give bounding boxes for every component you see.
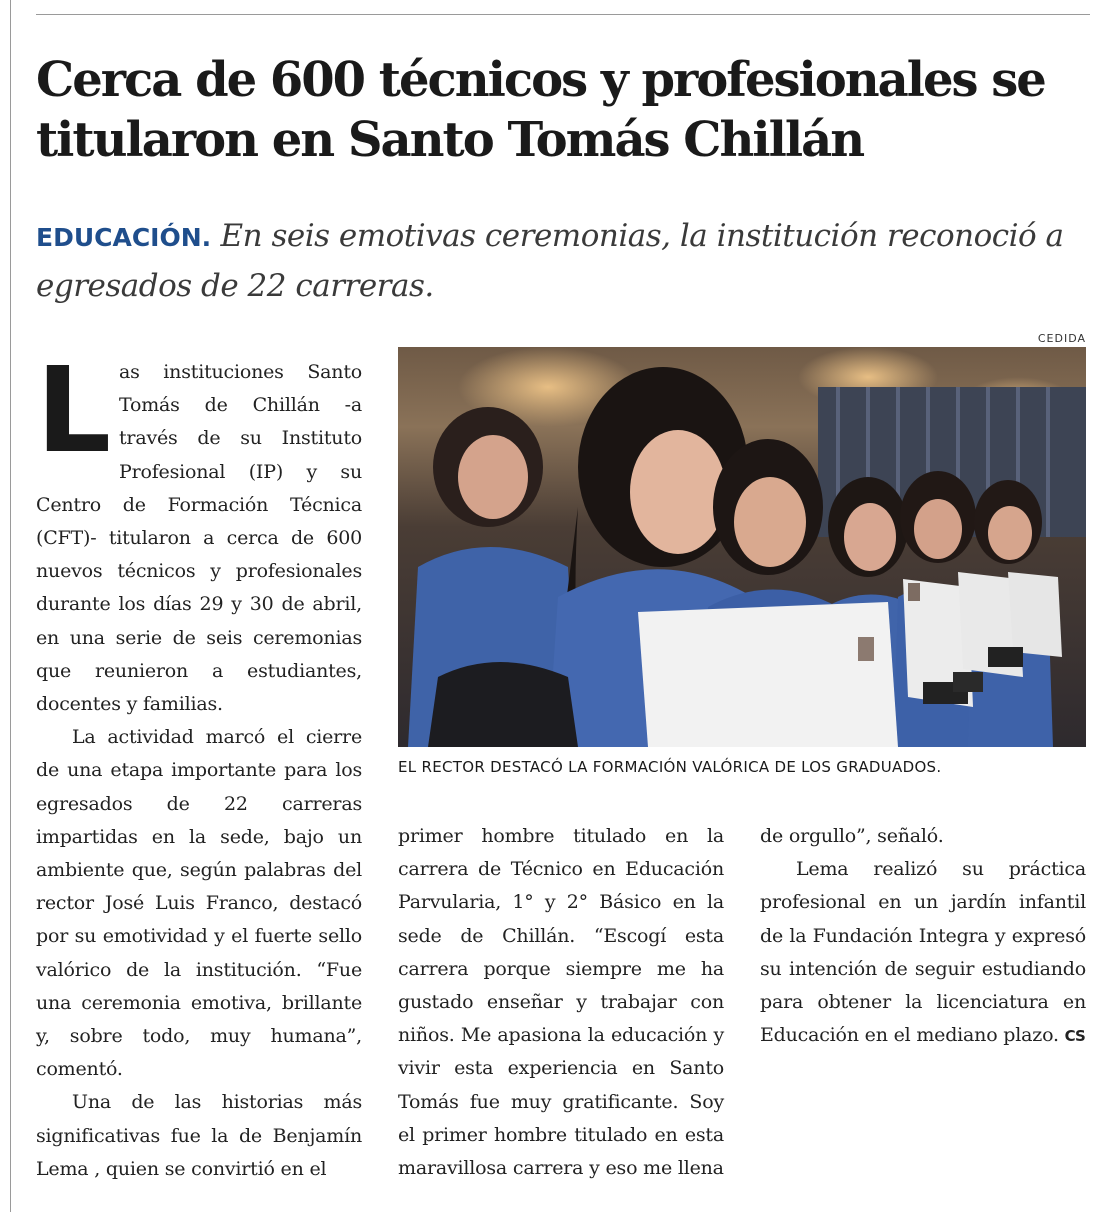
photo-credit: CEDIDA [1037, 332, 1086, 345]
section-label: EDUCACIÓN. [36, 223, 212, 252]
paragraph-1-text: as instituciones Santo Tomás de Chillán -a través de su Instituto Profesional (IP) y su Centro de Formación Técnica (CFT)- titularon a cerca de 600 nuevos técnicos y profesionales durante los días 29 y 30 de abril, en una serie de seis ceremonias que reunieron a estudiantes, docentes y familias. [36, 361, 362, 716]
body-column-3 [760, 820, 1086, 1053]
paragraph-4 [760, 853, 1086, 1053]
photo-caption: EL RECTOR DESTACÓ LA FORMACIÓN VALÓRICA DE LOS GRADUADOS. [398, 758, 942, 776]
lead-text: En seis emotivas ceremonias, la institución reconoció a egresados de 22 carreras. [36, 218, 1064, 304]
end-mark: CS [1064, 1027, 1085, 1046]
paragraph-4-text: Lema realizó su práctica profesional en un jardín infantil de la Fundación Integra y expresó su intención de seguir estudiando para obtener la licenciatura en Educación en el mediano plazo. [760, 858, 1086, 1047]
left-column-rule [10, 0, 11, 1212]
headline: Cerca de 600 técnicos y profesionales se titularon en Santo Tomás Chillán [36, 52, 1045, 168]
top-rule [36, 14, 1090, 15]
paragraph-3-continued: primer hombre titulado en la carrera de Técnico en Educación Parvularia, 1° y 2° Básico en la sede de Chillán. “Escogí esta carrera porque siempre me ha gustado enseñar y trabajar con niños. Me apasiona la educación y vivir esta experiencia en Santo Tomás fue muy gratificante. Soy el primer hombre titulado en esta maravillosa carrera y eso me llena [398, 825, 724, 1180]
paragraph-1 [36, 341, 362, 721]
graduates-illustration [398, 347, 1086, 747]
body-column-1 [36, 341, 362, 1186]
paragraph-2: La actividad marcó el cierre de una etapa importante para los egresados de 22 carreras impartidas en la sede, bajo un ambiente que, según palabras del rector José Luis Franco, destacó por su emotividad y el fuerte sello valórico de la institución. “Fue una ceremonia emotiva, brillante y, sobre todo, muy humana”, comentó. [36, 726, 362, 1081]
paragraph-3: Una de las historias más significativas fue la de Benjamín Lema , quien se convirtió en el [36, 1091, 362, 1180]
graduation-photo [398, 347, 1086, 747]
paragraph-3-continued-col3: de orgullo”, señaló. [760, 825, 944, 847]
drop-cap: L [36, 341, 111, 479]
lead-paragraph [36, 212, 1086, 310]
body-column-2 [398, 820, 724, 1185]
